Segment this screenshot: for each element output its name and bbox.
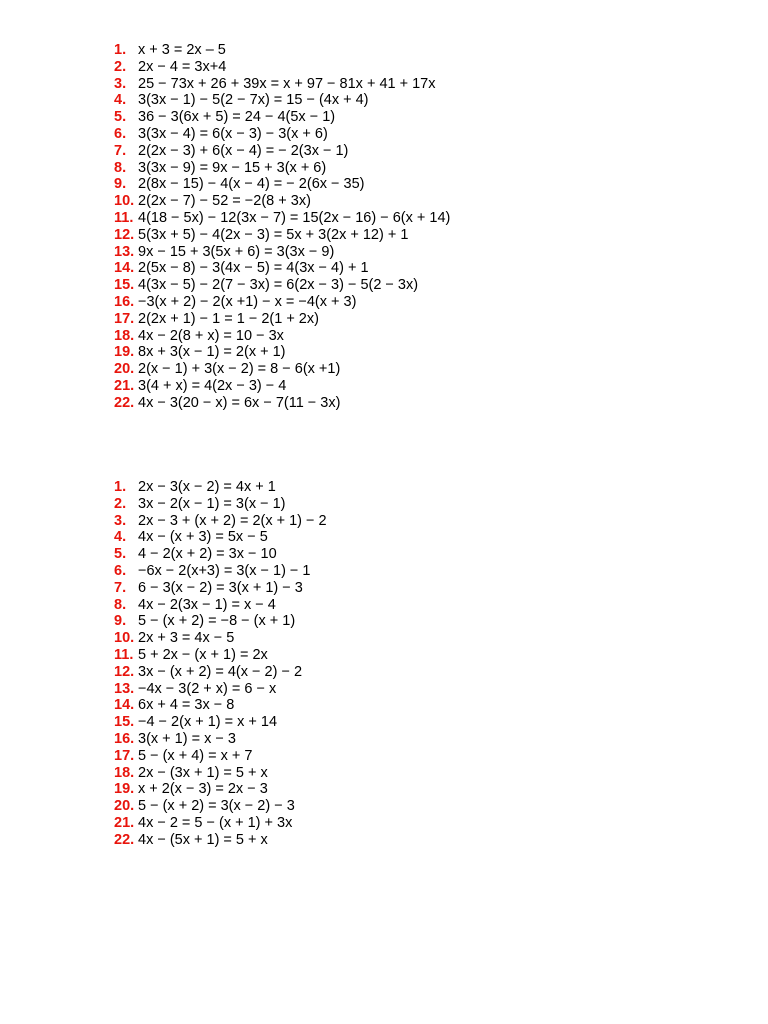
item-number: 11.: [114, 646, 134, 663]
item-number: 12.: [114, 226, 135, 243]
equation-text: 8x + 3(x − 1) = 2(x + 1): [138, 344, 286, 361]
equation-text: 3(x + 1) = x − 3: [138, 730, 236, 747]
item-number: 4.: [114, 529, 127, 546]
equation-text: 4(18 − 5x) − 12(3x − 7) = 15(2x − 16) − 6(x + 14): [138, 209, 451, 226]
item-number: 20.: [114, 361, 135, 378]
equation-item: [114, 781, 327, 798]
equation-item: [114, 613, 327, 630]
equation-item: [114, 597, 327, 614]
item-number: 11.: [114, 209, 134, 226]
equation-item: [114, 328, 450, 345]
equation-text: −4 − 2(x + 1) = x + 14: [138, 714, 278, 731]
equation-item: [114, 311, 450, 328]
equation-text: 4x − 2 = 5 − (x + 1) + 3x: [138, 814, 293, 831]
equation-text: 2x − 3(x − 2) = 4x + 1: [138, 479, 276, 495]
equation-item: [114, 361, 450, 378]
item-number: 17.: [114, 747, 135, 764]
item-number: 16.: [114, 730, 135, 747]
item-number: 19.: [114, 344, 135, 361]
equation-text: 5 − (x + 2) = −8 − (x + 1): [138, 613, 296, 630]
equation-text: 3x − (x + 2) = 4(x − 2) − 2: [138, 663, 303, 680]
item-number: 12.: [114, 663, 135, 680]
equation-item: [114, 126, 450, 143]
equation-text: 4x − 3(20 − x) = 6x − 7(11 − 3x): [138, 394, 341, 411]
equation-text: 2(2x − 3) + 6(x − 4) = − 2(3x − 1): [138, 142, 349, 159]
item-number: 13.: [114, 243, 135, 260]
equation-item: [114, 59, 450, 76]
equation-item: [114, 580, 327, 597]
item-number: 1.: [114, 479, 127, 495]
equation-item: [114, 193, 450, 210]
equation-item: [114, 143, 450, 160]
item-number: 19.: [114, 781, 135, 798]
equation-item: [114, 513, 327, 530]
item-number: 6.: [114, 562, 127, 579]
equation-text: 3(3x − 4) = 6(x − 3) − 3(x + 6): [138, 125, 328, 142]
equation-text: x + 3 = 2x – 5: [138, 42, 226, 58]
item-number: 17.: [114, 310, 135, 327]
item-number: 18.: [114, 327, 135, 344]
equation-text: 4x − (x + 3) = 5x − 5: [138, 529, 268, 546]
equation-item: [114, 109, 450, 126]
item-number: 14.: [114, 697, 135, 714]
item-number: 16.: [114, 293, 135, 310]
item-number: 5.: [114, 546, 127, 563]
item-number: 1.: [114, 42, 127, 58]
equation-text: 2x + 3 = 4x − 5: [138, 630, 235, 647]
equation-item: [114, 697, 327, 714]
equation-item: [114, 160, 450, 177]
equation-item: [114, 496, 327, 513]
item-number: 5.: [114, 109, 127, 126]
equation-item: [114, 815, 327, 832]
item-number: 18.: [114, 764, 135, 781]
equation-text: 6 − 3(x − 2) = 3(x + 1) − 3: [138, 579, 303, 596]
equation-item: [114, 92, 450, 109]
equation-item: [114, 832, 327, 849]
item-number: 3.: [114, 75, 127, 92]
equation-item: [114, 630, 327, 647]
equation-item: [114, 210, 450, 227]
equation-text: 5 − (x + 4) = x + 7: [138, 747, 253, 764]
equation-list-2: [114, 479, 327, 849]
equation-text: 5 + 2x − (x + 1) = 2x: [138, 646, 268, 663]
item-number: 4.: [114, 92, 127, 109]
equation-text: −4x − 3(2 + x) = 6 − x: [138, 680, 277, 697]
equation-item: [114, 647, 327, 664]
equation-text: 2(x − 1) + 3(x − 2) = 8 − 6(x +1): [138, 361, 341, 378]
equation-text: 4x − 2(8 + x) = 10 − 3x: [138, 327, 284, 344]
equation-item: [114, 563, 327, 580]
item-number: 22.: [114, 394, 135, 411]
item-number: 9.: [114, 176, 127, 193]
equation-item: [114, 244, 450, 261]
equation-item: [114, 395, 450, 412]
equation-text: 2(5x − 8) − 3(4x − 5) = 4(3x − 4) + 1: [138, 260, 369, 277]
equation-item: [114, 344, 450, 361]
equation-item: [114, 798, 327, 815]
item-number: 13.: [114, 680, 135, 697]
equation-item: [114, 546, 327, 563]
equation-text: 4x − 2(3x − 1) = x − 4: [138, 596, 276, 613]
equation-text: 3(4 + x) = 4(2x − 3) − 4: [138, 377, 287, 394]
equation-text: −3(x + 2) − 2(x +1) − x = −4(x + 3): [138, 293, 357, 310]
item-number: 8.: [114, 596, 127, 613]
equation-text: 3(3x − 9) = 9x − 15 + 3(x + 6): [138, 159, 327, 176]
equation-text: 25 − 73x + 26 + 39x = x + 97 − 81x + 41 + 17x: [138, 75, 436, 92]
item-number: 22.: [114, 831, 135, 848]
equation-text: 2(8x − 15) − 4(x − 4) = − 2(6x − 35): [138, 176, 365, 193]
item-number: 9.: [114, 613, 127, 630]
equation-item: [114, 277, 450, 294]
item-number: 7.: [114, 579, 127, 596]
item-number: 6.: [114, 125, 127, 142]
equation-item: [114, 731, 327, 748]
equation-item: [114, 664, 327, 681]
equation-item: [114, 681, 327, 698]
equation-text: 36 − 3(6x + 5) = 24 − 4(5x − 1): [138, 109, 336, 126]
equation-item: [114, 42, 450, 59]
equation-text: 2x − 3 + (x + 2) = 2(x + 1) − 2: [138, 512, 327, 529]
item-number: 10.: [114, 193, 135, 210]
item-number: 21.: [114, 377, 135, 394]
equation-text: 2x − 4 = 3x+4: [138, 58, 227, 75]
equation-text: 6x + 4 = 3x − 8: [138, 697, 235, 714]
item-number: 15.: [114, 714, 135, 731]
equation-text: 3x − 2(x − 1) = 3(x − 1): [138, 495, 286, 512]
equation-item: [114, 227, 450, 244]
equation-text: 4 − 2(x + 2) = 3x − 10: [138, 546, 277, 563]
equation-item: [114, 479, 327, 496]
equation-item: [114, 748, 327, 765]
item-number: 2.: [114, 58, 127, 75]
item-number: 2.: [114, 495, 127, 512]
equation-text: 4x − (5x + 1) = 5 + x: [138, 831, 268, 848]
equation-list-1: [114, 42, 450, 412]
item-number: 7.: [114, 142, 127, 159]
equation-item: [114, 260, 450, 277]
equation-text: 2x − (3x + 1) = 5 + x: [138, 764, 268, 781]
equation-item: [114, 76, 450, 93]
item-number: 20.: [114, 798, 135, 815]
equation-text: x + 2(x − 3) = 2x − 3: [138, 781, 268, 798]
equation-item: [114, 765, 327, 782]
equation-text: 5 − (x + 2) = 3(x − 2) − 3: [138, 798, 295, 815]
equation-item: [114, 176, 450, 193]
equation-item: [114, 294, 450, 311]
equation-text: 4(3x − 5) − 2(7 − 3x) = 6(2x − 3) − 5(2 − 3x): [138, 277, 419, 294]
equation-text: 5(3x + 5) − 4(2x − 3) = 5x + 3(2x + 12) + 1: [138, 226, 409, 243]
item-number: 3.: [114, 512, 127, 529]
item-number: 21.: [114, 814, 135, 831]
item-number: 14.: [114, 260, 135, 277]
equation-item: [114, 378, 450, 395]
equation-text: 9x − 15 + 3(5x + 6) = 3(3x − 9): [138, 243, 335, 260]
equation-text: 2(2x + 1) − 1 = 1 − 2(1 + 2x): [138, 310, 319, 327]
equation-text: 3(3x − 1) − 5(2 − 7x) = 15 − (4x + 4): [138, 92, 369, 109]
item-number: 10.: [114, 630, 135, 647]
equation-item: [114, 529, 327, 546]
equation-item: [114, 714, 327, 731]
item-number: 15.: [114, 277, 135, 294]
equation-text: 2(2x − 7) − 52 = −2(8 + 3x): [138, 193, 311, 210]
item-number: 8.: [114, 159, 127, 176]
equation-text: −6x − 2(x+3) = 3(x − 1) − 1: [138, 562, 311, 579]
